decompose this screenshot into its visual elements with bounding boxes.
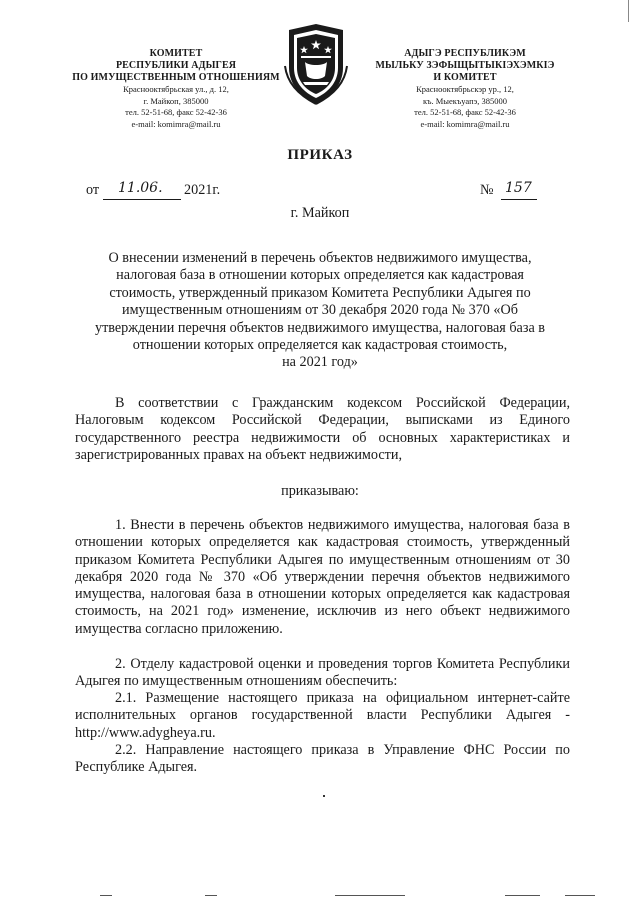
org-name-line-1: КОМИТЕТ (149, 48, 203, 59)
title-line-1: О внесении изменений в перечень объектов недвижимого имущества, (108, 250, 532, 266)
order-item-2: 2. Отделу кадастровой оценки и проведения торгов Комитета Республики Адыгея по имущественным отношениям обеспечить: (75, 656, 570, 690)
scan-bottom-mark-4 (505, 895, 540, 896)
scan-edge-mark (628, 0, 629, 22)
org-address-2: г. Майкоп, 385000 (143, 95, 209, 106)
order-item-1: 1. Внести в перечень объектов недвижимого имущества, налоговая база в отношении которых определяется как кадастровая стоимость, утвержденный приказом Комитета Республики Адыгея по имущественным отношениям от 30 декабря 2020 года № 370 «Об утверждении перечня объектов недвижимого имущества, налоговая база в отношении которых определяется как кадастровая стоимость, на 2021 год» изменение, исключив из него объект недвижимого имущества согласно приложению. (75, 517, 570, 637)
preamble-paragraph: В соответствии с Гражданским кодексом Российской Федерации, Налоговым кодексом Российской Федерации, выписками из Единого государственного реестра недвижимости об основных характеристиках и зарегистрированных правах на объект недвижимости, (75, 395, 570, 463)
number-underline (501, 199, 537, 200)
org-address-adyghe-2: къ. Мыекъуапэ, 385000 (422, 95, 508, 106)
document-type-title: ПРИКАЗ (287, 147, 353, 163)
date-underline (103, 199, 181, 200)
order-item-2-1: 2.1. Размещение настоящего приказа на официальном интернет-сайте исполнительных органов государственной власти Республики Адыгея - http://www.adygheya.ru. (75, 690, 570, 741)
org-name-line-3: ПО ИМУЩЕСТВЕННЫМ ОТНОШЕНИЯМ (72, 72, 280, 83)
org-address-1: Краснооктябрьская ул., д. 12, (123, 84, 229, 94)
scan-dot (323, 795, 325, 797)
scan-bottom-mark-3 (335, 895, 405, 896)
org-name-line-2: РЕСПУБЛИКИ АДЫГЕЯ (115, 60, 237, 71)
org-name-adyghe-line-3: И КОМИТЕТ (433, 72, 497, 83)
date-prefix: от (86, 182, 100, 198)
scan-bottom-mark-2 (205, 895, 217, 896)
scan-bottom-mark-5 (565, 895, 595, 896)
title-line-4: имущественным отношениям от 30 декабря 2020 года № 370 «Об (121, 302, 518, 319)
order-word: приказываю: (281, 483, 359, 499)
org-email-adyghe: e-mail: komimra@mail.ru (420, 118, 510, 129)
org-name-adyghe-line-2: МЫЛЬКУ ЗЭФЫЩЫТЫКІЭХЭМКІЭ (375, 60, 555, 71)
header-left (60, 48, 292, 130)
org-phone: тел. 52-51-68, факс 52-42-36 (125, 107, 227, 117)
document-title (40, 250, 600, 372)
title-line-2: налоговая база в отношении которых определяется как кадастровая (116, 267, 524, 284)
order-item-2-2: 2.2. Направление настоящего приказа в Управление ФНС России по Республике Адыгея. (75, 742, 570, 776)
date-year: 2021г. (184, 182, 221, 198)
org-phone-adyghe: тел. 52-51-68, факс 52-42-36 (414, 107, 516, 117)
title-line-5: утверждении перечня объектов недвижимого имущества, налоговая база в (94, 319, 546, 336)
org-email: e-mail: komimra@mail.ru (131, 118, 221, 129)
title-line-6: отношении которых определяется как кадастровая стоимость, (132, 337, 508, 354)
city: г. Майкоп (290, 205, 350, 221)
number-prefix: № (480, 182, 494, 198)
title-line-3: стоимость, утвержденный приказом Комитета Республики Адыгея по (109, 284, 531, 301)
date-handwritten: 11.06. (118, 180, 163, 196)
title-line-7: на 2021 год» (282, 354, 358, 371)
coat-of-arms-emblem (283, 22, 349, 106)
header-right (350, 48, 580, 130)
number-handwritten: 157 (505, 180, 532, 196)
org-name-adyghe-line-1: АДЫГЭ РЕСПУБЛИКЭМ (404, 48, 526, 59)
scan-bottom-mark-1 (100, 895, 112, 896)
org-address-adyghe-1: Краснооктябрьскэр ур., 12, (416, 84, 514, 94)
